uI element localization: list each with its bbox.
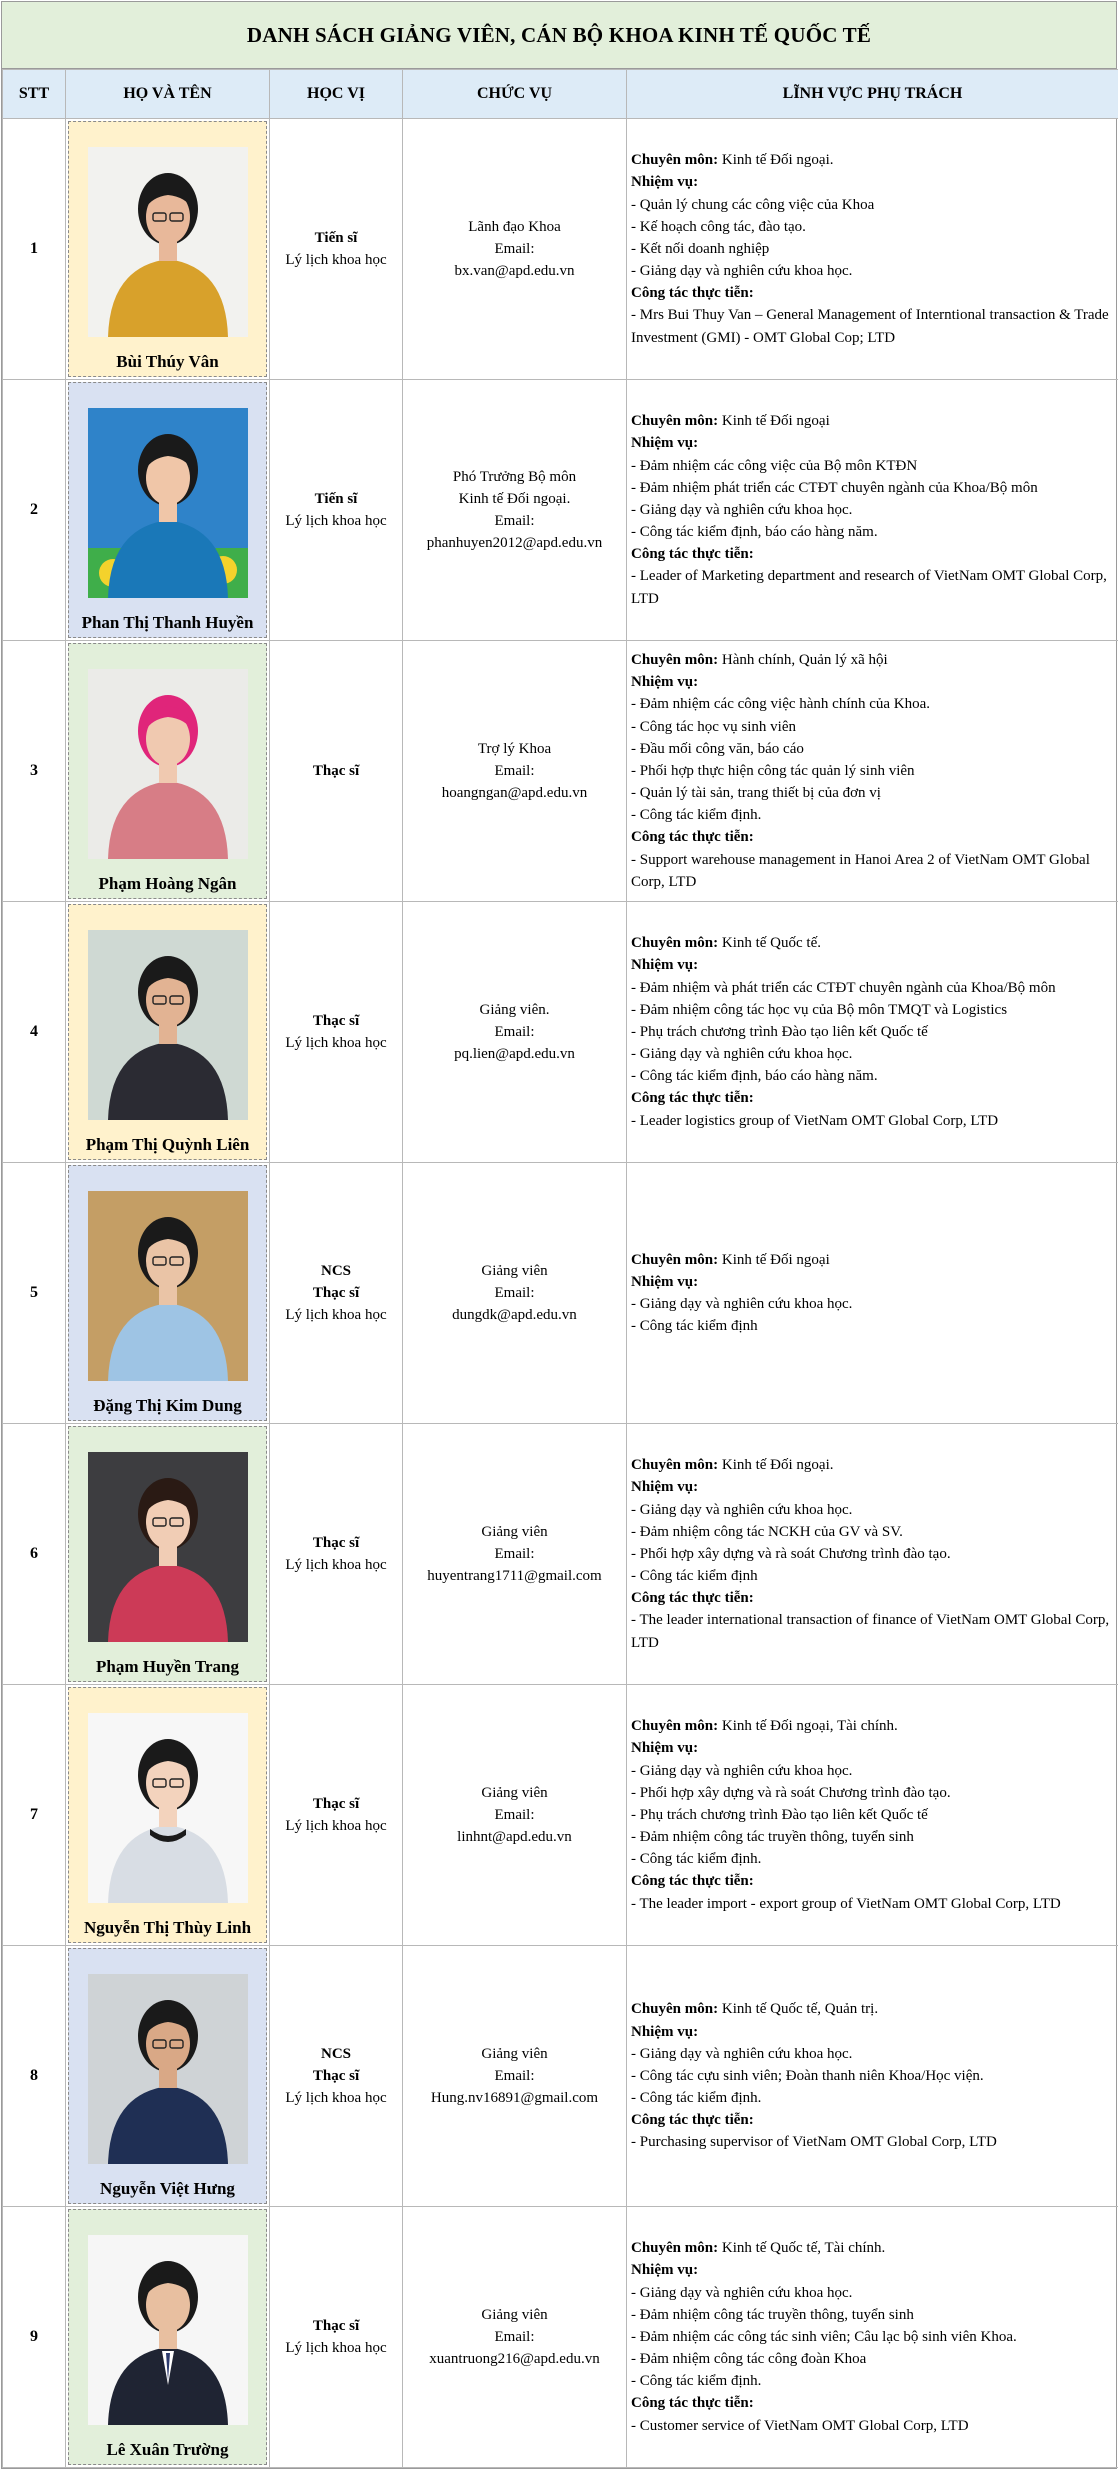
expertise-line [631, 1249, 1114, 1271]
position-cell [403, 641, 627, 902]
email-address[interactable]: phanhuyen2012@apd.edu.vn [404, 532, 625, 554]
duty-item: - Công tác học vụ sinh viên [631, 716, 1114, 738]
degree-title: Thạc sĩ [271, 2315, 401, 2337]
expertise-label: Chuyên môn: [631, 652, 718, 668]
practice-label: Công tác thực tiễn: [631, 282, 1114, 304]
header-position: CHỨC VỤ [403, 70, 627, 119]
table-row [3, 1946, 1118, 2207]
expertise-value: Kinh tế Quốc tế, Quản trị. [722, 2001, 878, 2017]
duty-item: - Phụ trách chương trình Đào tạo liên kết Quốc tế [631, 1021, 1114, 1043]
duty-item: - Công tác cựu sinh viên; Đoàn thanh niên Khoa/Học viện. [631, 2065, 1114, 2087]
person-name: Nguyễn Việt Hưng [100, 2176, 235, 2201]
degree-title: NCS [271, 2043, 401, 2065]
photo-man-suit [88, 2235, 248, 2425]
photo-woman-glasses [88, 1452, 248, 1642]
expertise-value: Kinh tế Đối ngoại, Tài chính. [722, 1718, 898, 1734]
table-header-row [3, 70, 1118, 119]
duty-item: - Phối hợp xây dựng và rà soát Chương trình đào tạo. [631, 1543, 1114, 1565]
email-address[interactable]: huyentrang1711@gmail.com [404, 1565, 625, 1587]
position-title: Phó Trưởng Bộ môn [404, 466, 625, 488]
expertise-label: Chuyên môn: [631, 935, 718, 951]
duty-item: - Công tác kiểm định. [631, 2087, 1114, 2109]
email-address[interactable]: linhnt@apd.edu.vn [404, 1826, 625, 1848]
practice-item: - Support warehouse management in Hanoi Area 2 of VietNam OMT Global Corp, LTD [631, 849, 1114, 893]
page-title: DANH SÁCH GIẢNG VIÊN, CÁN BỘ KHOA KINH TẾ QUỐC TẾ [2, 2, 1116, 69]
row-number: 7 [3, 1685, 66, 1946]
duty-item: - Công tác kiểm định [631, 1565, 1114, 1587]
expertise-value: Kinh tế Đối ngoại. [722, 1457, 834, 1473]
position-cell [403, 1946, 627, 2207]
position-title: Giảng viên [404, 1782, 625, 1804]
duty-item: - Đảm nhiệm các công việc hành chính của Khoa. [631, 693, 1114, 715]
duty-item: - Đảm nhiệm công tác học vụ của Bộ môn TMQT và Logistics [631, 999, 1114, 1021]
duty-item: - Kế hoạch công tác, đào tạo. [631, 216, 1114, 238]
photo-woman-microphone [88, 147, 248, 337]
row-number: 8 [3, 1946, 66, 2207]
position-title: Giảng viên [404, 2304, 625, 2326]
photo-woman-field [88, 1191, 248, 1381]
responsibility-cell [627, 1424, 1118, 1685]
responsibility-cell [627, 641, 1118, 902]
row-number: 6 [3, 1424, 66, 1685]
duty-item: - Đảm nhiệm các công tác sinh viên; Câu lạc bộ sinh viên Khoa. [631, 2326, 1114, 2348]
person-name: Nguyễn Thị Thùy Linh [84, 1915, 251, 1940]
duty-item: - Giảng dạy và nghiên cứu khoa học. [631, 2043, 1114, 2065]
duty-item: - Đảm nhiệm công tác NCKH của GV và SV. [631, 1521, 1114, 1543]
duty-item: - Công tác kiểm định, báo cáo hàng năm. [631, 1065, 1114, 1087]
photo-woman-pink [88, 669, 248, 859]
practice-label: Công tác thực tiễn: [631, 2392, 1114, 2414]
email-address[interactable]: pq.lien@apd.edu.vn [404, 1043, 625, 1065]
name-cell [66, 1946, 270, 2207]
duty-item: - Kết nối doanh nghiệp [631, 238, 1114, 260]
position-title: Kinh tế Đối ngoại. [404, 488, 625, 510]
cv-link[interactable]: Lý lịch khoa học [271, 2087, 401, 2109]
header-stt: STT [3, 70, 66, 119]
duty-item: - Phối hợp xây dựng và rà soát Chương trình đào tạo. [631, 1782, 1114, 1804]
duty-item: - Giảng dạy và nghiên cứu khoa học. [631, 1499, 1114, 1521]
degree-title: Thạc sĩ [271, 1793, 401, 1815]
name-cell [66, 641, 270, 902]
cv-link[interactable]: Lý lịch khoa học [271, 2337, 401, 2359]
profile-card [68, 121, 267, 377]
name-cell [66, 119, 270, 380]
duty-item: - Công tác kiểm định, báo cáo hàng năm. [631, 521, 1114, 543]
practice-label: Công tác thực tiễn: [631, 1587, 1114, 1609]
table-row [3, 902, 1118, 1163]
practice-label: Công tác thực tiễn: [631, 543, 1114, 565]
table-row [3, 641, 1118, 902]
responsibility-cell [627, 119, 1118, 380]
email-address[interactable]: Hung.nv16891@gmail.com [404, 2087, 625, 2109]
duty-item: - Phụ trách chương trình Đào tạo liên kết Quốc tế [631, 1804, 1114, 1826]
responsibility-cell [627, 1685, 1118, 1946]
table-row [3, 1685, 1118, 1946]
row-number: 5 [3, 1163, 66, 1424]
responsibility-cell [627, 902, 1118, 1163]
duty-item: - Công tác kiểm định. [631, 804, 1114, 826]
practice-item: - Purchasing supervisor of VietNam OMT Global Corp, LTD [631, 2131, 1114, 2153]
expertise-label: Chuyên môn: [631, 152, 718, 168]
staff-table [2, 69, 1118, 2468]
expertise-label: Chuyên môn: [631, 1457, 718, 1473]
photo-man-casual [88, 1974, 248, 2164]
duty-item: - Đảm nhiệm công tác truyền thông, tuyển sinh [631, 2304, 1114, 2326]
expertise-line [631, 649, 1114, 671]
practice-item: - Leader of Marketing department and research of VietNam OMT Global Corp, LTD [631, 565, 1114, 609]
responsibility-cell [627, 1163, 1118, 1424]
duty-item: - Giảng dạy và nghiên cứu khoa học. [631, 499, 1114, 521]
person-name: Phạm Huyền Trang [96, 1654, 239, 1679]
person-name: Phạm Thị Quỳnh Liên [86, 1132, 250, 1157]
expertise-value: Kinh tế Đối ngoại. [722, 152, 834, 168]
person-name: Bùi Thúy Vân [116, 349, 218, 374]
profile-card [68, 904, 267, 1160]
degree-title: Thạc sĩ [271, 760, 401, 782]
practice-label: Công tác thực tiễn: [631, 1870, 1114, 1892]
cv-link[interactable]: Lý lịch khoa học [271, 1554, 401, 1576]
photo-woman-portrait [88, 1713, 248, 1903]
expertise-value: Kinh tế Đối ngoại [722, 413, 830, 429]
table-row [3, 380, 1118, 641]
person-name: Lê Xuân Trường [107, 2437, 229, 2462]
duties-label: Nhiệm vụ: [631, 432, 1114, 454]
expertise-label: Chuyên môn: [631, 2240, 718, 2256]
expertise-label: Chuyên môn: [631, 1252, 718, 1268]
degree-cell [270, 119, 403, 380]
expertise-value: Kinh tế Quốc tế, Tài chính. [722, 2240, 885, 2256]
cv-link[interactable]: Lý lịch khoa học [271, 1304, 401, 1326]
name-cell [66, 1424, 270, 1685]
email-label: Email: [404, 510, 625, 532]
profile-card [68, 643, 267, 899]
practice-item: - Mrs Bui Thuy Van – General Management of Interntional transaction & Trade Investment (GMI) - OMT Global Cop; LTD [631, 304, 1114, 348]
degree-cell [270, 1946, 403, 2207]
table-row [3, 1424, 1118, 1685]
expertise-value: Kinh tế Quốc tế. [722, 935, 821, 951]
position-title: Giảng viên [404, 1521, 625, 1543]
email-address[interactable]: xuantruong216@apd.edu.vn [404, 2348, 625, 2370]
table-row [3, 119, 1118, 380]
position-title: Giảng viên [404, 1260, 625, 1282]
position-cell [403, 119, 627, 380]
cv-link[interactable]: Lý lịch khoa học [271, 1032, 401, 1054]
name-cell [66, 1163, 270, 1424]
row-number: 4 [3, 902, 66, 1163]
duty-item: - Công tác kiểm định [631, 1315, 1114, 1337]
practice-label: Công tác thực tiễn: [631, 2109, 1114, 2131]
degree-cell [270, 1424, 403, 1685]
duty-item: - Giảng dạy và nghiên cứu khoa học. [631, 1760, 1114, 1782]
profile-card [68, 1687, 267, 1943]
expertise-value: Hành chính, Quản lý xã hội [722, 652, 888, 668]
degree-cell [270, 2207, 403, 2468]
email-label: Email: [404, 1021, 625, 1043]
email-label: Email: [404, 238, 625, 260]
practice-label: Công tác thực tiễn: [631, 1087, 1114, 1109]
duty-item: - Quản lý tài sản, trang thiết bị của đơn vị [631, 782, 1114, 804]
duty-item: - Đảm nhiệm phát triển các CTĐT chuyên ngành của Khoa/Bộ môn [631, 477, 1114, 499]
expertise-line [631, 1454, 1114, 1476]
name-cell [66, 902, 270, 1163]
duty-item: - Đảm nhiệm công tác công đoàn Khoa [631, 2348, 1114, 2370]
row-number: 3 [3, 641, 66, 902]
duty-item: - Đảm nhiệm và phát triển các CTĐT chuyên ngành của Khoa/Bộ môn [631, 977, 1114, 999]
person-name: Phạm Hoàng Ngân [99, 871, 237, 896]
duties-label: Nhiệm vụ: [631, 1271, 1114, 1293]
practice-label: Công tác thực tiễn: [631, 826, 1114, 848]
profile-card [68, 382, 267, 638]
profile-card [68, 1948, 267, 2204]
name-cell [66, 380, 270, 641]
degree-cell [270, 1163, 403, 1424]
email-address[interactable]: dungdk@apd.edu.vn [404, 1304, 625, 1326]
position-title: Lãnh đạo Khoa [404, 216, 625, 238]
person-name: Phan Thị Thanh Huyền [82, 610, 254, 635]
email-label: Email: [404, 2065, 625, 2087]
position-title: Giảng viên [404, 2043, 625, 2065]
degree-title: NCS [271, 1260, 401, 1282]
position-title: Trợ lý Khoa [404, 738, 625, 760]
duty-item: - Quản lý chung các công việc của Khoa [631, 194, 1114, 216]
email-label: Email: [404, 1543, 625, 1565]
duties-label: Nhiệm vụ: [631, 171, 1114, 193]
cv-link[interactable]: Lý lịch khoa học [271, 510, 401, 532]
expertise-line [631, 1715, 1114, 1737]
degree-title: Thạc sĩ [271, 2065, 401, 2087]
email-label: Email: [404, 1282, 625, 1304]
profile-card [68, 1426, 267, 1682]
responsibility-cell [627, 1946, 1118, 2207]
degree-title: Tiến sĩ [271, 227, 401, 249]
staff-list-sheet [1, 1, 1117, 2469]
duty-item: - Giảng dạy và nghiên cứu khoa học. [631, 260, 1114, 282]
expertise-label: Chuyên môn: [631, 2001, 718, 2017]
row-number: 2 [3, 380, 66, 641]
degree-cell [270, 380, 403, 641]
expertise-line [631, 932, 1114, 954]
position-cell [403, 1685, 627, 1946]
header-name: HỌ VÀ TÊN [66, 70, 270, 119]
profile-card [68, 1165, 267, 1421]
expertise-line [631, 2237, 1114, 2259]
expertise-label: Chuyên môn: [631, 413, 718, 429]
duty-item: - Công tác kiểm định. [631, 2370, 1114, 2392]
position-cell [403, 2207, 627, 2468]
duty-item: - Phối hợp thực hiện công tác quản lý sinh viên [631, 760, 1114, 782]
position-cell [403, 1163, 627, 1424]
profile-card [68, 2209, 267, 2465]
duty-item: - Đầu mối công văn, báo cáo [631, 738, 1114, 760]
expertise-label: Chuyên môn: [631, 1718, 718, 1734]
photo-woman-cafe [88, 930, 248, 1120]
degree-title: Thạc sĩ [271, 1532, 401, 1554]
row-number: 1 [3, 119, 66, 380]
duties-label: Nhiệm vụ: [631, 1737, 1114, 1759]
degree-cell [270, 1685, 403, 1946]
duty-item: - Công tác kiểm định. [631, 1848, 1114, 1870]
degree-title: Thạc sĩ [271, 1010, 401, 1032]
practice-item: - The leader international transaction of finance of VietNam OMT Global Corp, LTD [631, 1609, 1114, 1653]
table-row [3, 2207, 1118, 2468]
table-row [3, 1163, 1118, 1424]
degree-cell [270, 902, 403, 1163]
email-label: Email: [404, 760, 625, 782]
photo-woman-podium [88, 408, 248, 598]
duty-item: - Giảng dạy và nghiên cứu khoa học. [631, 2282, 1114, 2304]
duties-label: Nhiệm vụ: [631, 2021, 1114, 2043]
duties-label: Nhiệm vụ: [631, 2259, 1114, 2281]
row-number: 9 [3, 2207, 66, 2468]
email-label: Email: [404, 2326, 625, 2348]
person-name: Đặng Thị Kim Dung [93, 1393, 241, 1418]
duties-label: Nhiệm vụ: [631, 954, 1114, 976]
duty-item: - Giảng dạy và nghiên cứu khoa học. [631, 1043, 1114, 1065]
expertise-line [631, 1998, 1114, 2020]
header-field: LĨNH VỰC PHỤ TRÁCH [627, 70, 1118, 119]
duties-label: Nhiệm vụ: [631, 671, 1114, 693]
responsibility-cell [627, 380, 1118, 641]
expertise-line [631, 410, 1114, 432]
practice-item: - The leader import - export group of VietNam OMT Global Corp, LTD [631, 1893, 1114, 1915]
duty-item: - Đảm nhiệm các công việc của Bộ môn KTĐN [631, 455, 1114, 477]
degree-cell [270, 641, 403, 902]
email-address[interactable]: bx.van@apd.edu.vn [404, 260, 625, 282]
position-title: Giảng viên. [404, 999, 625, 1021]
header-degree: HỌC VỊ [270, 70, 403, 119]
practice-item: - Customer service of VietNam OMT Global Corp, LTD [631, 2415, 1114, 2437]
position-cell [403, 380, 627, 641]
responsibility-cell [627, 2207, 1118, 2468]
duty-item: - Giảng dạy và nghiên cứu khoa học. [631, 1293, 1114, 1315]
duty-item: - Đảm nhiệm công tác truyền thông, tuyển sinh [631, 1826, 1114, 1848]
position-cell [403, 902, 627, 1163]
position-cell [403, 1424, 627, 1685]
name-cell [66, 1685, 270, 1946]
cv-link[interactable]: Lý lịch khoa học [271, 249, 401, 271]
expertise-value: Kinh tế Đối ngoại [722, 1252, 830, 1268]
degree-title: Thạc sĩ [271, 1282, 401, 1304]
duties-label: Nhiệm vụ: [631, 1476, 1114, 1498]
degree-title: Tiến sĩ [271, 488, 401, 510]
email-label: Email: [404, 1804, 625, 1826]
name-cell [66, 2207, 270, 2468]
email-address[interactable]: hoangngan@apd.edu.vn [404, 782, 625, 804]
expertise-line [631, 149, 1114, 171]
cv-link[interactable]: Lý lịch khoa học [271, 1815, 401, 1837]
practice-item: - Leader logistics group of VietNam OMT Global Corp, LTD [631, 1110, 1114, 1132]
